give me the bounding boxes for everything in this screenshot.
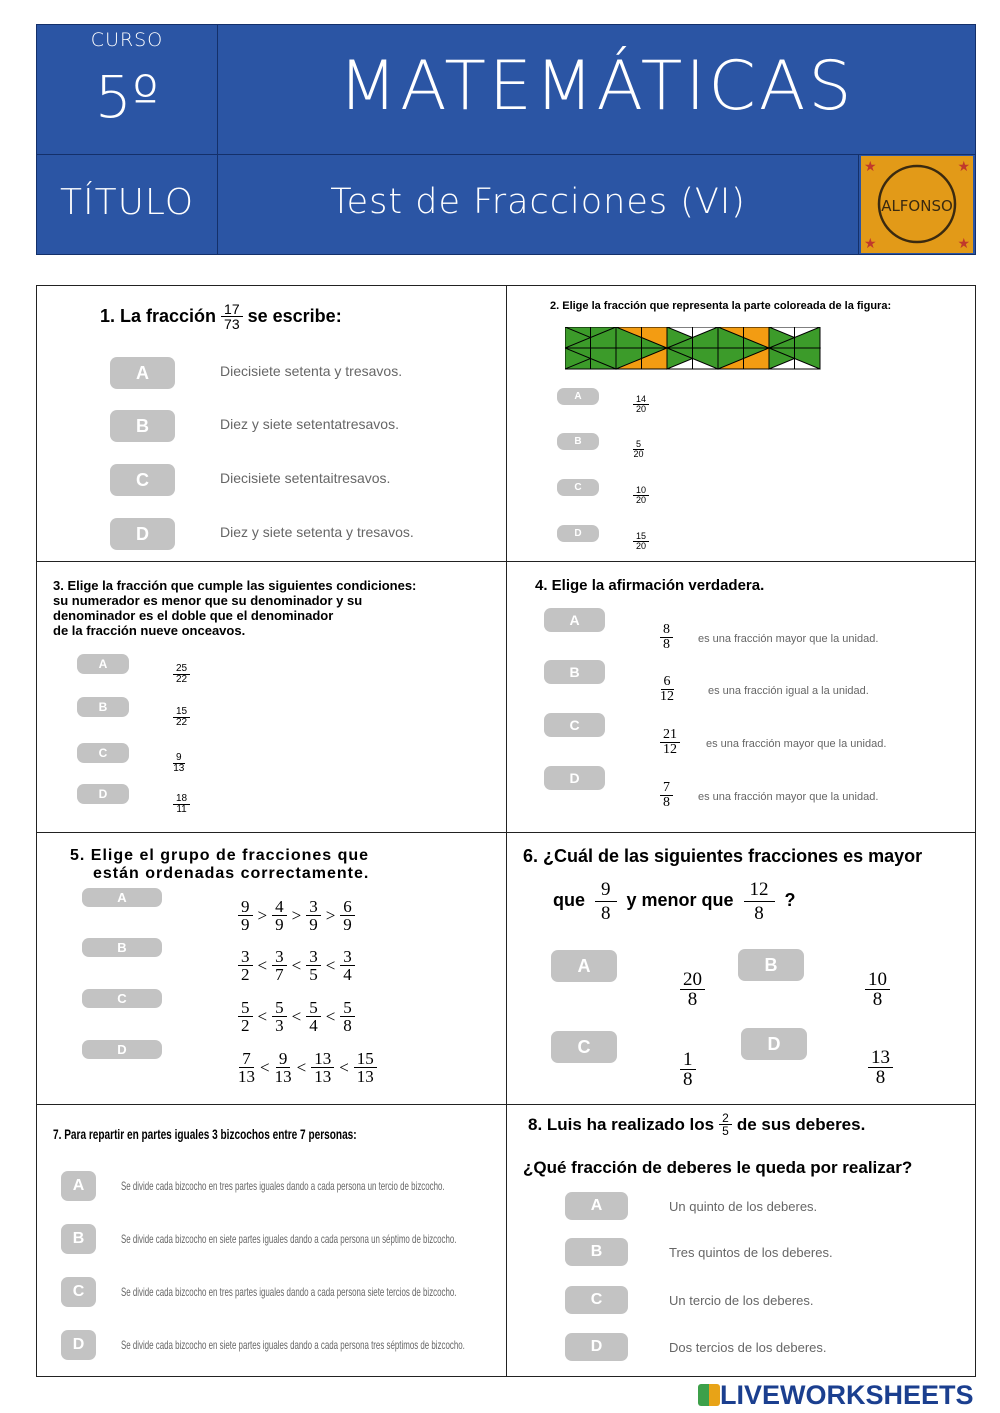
q6-option-fraction: 10 8 <box>865 970 890 1009</box>
q5-fraction: 15 13 <box>354 1050 377 1085</box>
q7-prompt: 7. Para repartir en partes iguales 3 bizcochos entre 7 personas: <box>53 1126 357 1142</box>
titulo-label: TÍTULO <box>59 182 195 223</box>
q2-option-b-button[interactable]: B <box>557 433 599 450</box>
q2-option-fraction: 10 20 <box>633 486 649 505</box>
q7-option-text: Se divide cada bizcocho en siete partes iguales dando a cada persona tres séptimos de bizcocho. <box>121 1338 465 1352</box>
q2-option-fraction: 14 20 <box>633 395 649 414</box>
q4-option-text: es una fracción mayor que la unidad. <box>698 791 879 803</box>
header-banner <box>36 24 976 255</box>
q5-operator: < <box>260 1057 270 1077</box>
alfonso-logo: ★ ★ ★ ★ ALFONSO <box>861 156 973 253</box>
q5-prompt-line2: están ordenadas correctamente. <box>93 865 370 882</box>
liveworksheets-logo-icon <box>698 1384 720 1406</box>
q2-option-d-button[interactable]: D <box>557 525 599 542</box>
q8-option-c-button[interactable]: C <box>565 1286 628 1314</box>
q3-prompt-line: denominador es el doble que el denominador <box>53 608 334 623</box>
q3-option-b-button[interactable]: B <box>77 697 129 717</box>
q5-option-d-button[interactable]: D <box>82 1040 162 1059</box>
q4-option-b-button[interactable]: B <box>544 660 605 684</box>
q8-question: ¿Qué fracción de deberes le queda por realizar? <box>523 1158 913 1177</box>
q5-fraction: 6 9 <box>340 898 355 933</box>
q4-option-text: es una fracción igual a la unidad. <box>708 685 869 697</box>
q3-prompt-line: de la fracción nueve onceavos. <box>53 623 246 638</box>
q4-option-text: es una fracción mayor que la unidad. <box>698 633 879 645</box>
q8-option-d-button[interactable]: D <box>565 1333 628 1361</box>
q5-fraction: 5 4 <box>306 999 321 1034</box>
q8-option-a-button[interactable]: A <box>565 1192 628 1220</box>
q1-prompt: 1. La fracción 17 73 se escribe: <box>100 301 342 332</box>
q7-option-a-button[interactable]: A <box>61 1171 96 1201</box>
q4-option-c-button[interactable]: C <box>544 713 605 737</box>
q5-option-fractions <box>238 948 355 983</box>
q6-option-c-button[interactable]: C <box>551 1031 617 1063</box>
q5-operator: > <box>291 905 302 925</box>
q5-fraction: 5 3 <box>272 999 287 1034</box>
q5-operator: < <box>296 1057 307 1077</box>
q5-operator: < <box>257 955 268 975</box>
q3-option-a-button[interactable]: A <box>77 654 129 674</box>
q3-option-fraction: 25 22 <box>173 664 190 685</box>
test-title: Test de Fracciones (VI) <box>330 182 746 222</box>
q6-option-b-button[interactable]: B <box>738 949 804 981</box>
q5-operator: < <box>325 1006 336 1026</box>
q3-option-fraction: 9 13 <box>173 752 185 774</box>
q5-fraction: 4 9 <box>272 898 287 933</box>
q5-fraction: 3 4 <box>340 948 355 983</box>
q5-option-fractions <box>238 898 355 933</box>
q5-operator: < <box>325 955 336 975</box>
q8-option-text: Dos tercios de los deberes. <box>669 1340 827 1355</box>
q6-option-d-button[interactable]: D <box>741 1028 807 1060</box>
q5-operator: < <box>339 1057 349 1077</box>
q8-option-text: Un tercio de los deberes. <box>669 1293 814 1308</box>
q5-fraction: 5 2 <box>238 999 253 1034</box>
q3-option-d-button[interactable]: D <box>77 784 129 804</box>
q4-option-text: es una fracción mayor que la unidad. <box>706 738 887 750</box>
q7-option-text: Se divide cada bizcocho en tres partes iguales dando a cada persona un tercio de bizcocho. <box>121 1179 445 1193</box>
q6-option-a-button[interactable]: A <box>551 950 617 982</box>
q5-operator: > <box>257 905 268 925</box>
q1-option-text: Diez y siete setenta y tresavos. <box>220 524 414 540</box>
q7-option-d-button[interactable]: D <box>61 1330 96 1360</box>
q1-option-a-button[interactable]: A <box>110 357 175 389</box>
q4-option-a-button[interactable]: A <box>544 608 605 632</box>
q6-prompt-line1: 6. ¿Cuál de las siguientes fracciones es mayor <box>523 846 923 866</box>
q5-option-fractions <box>238 999 355 1034</box>
q5-fraction: 9 13 <box>274 1049 292 1086</box>
q2-option-c-button[interactable]: C <box>557 479 599 496</box>
q2-figure <box>565 327 821 371</box>
q4-option-fraction: 7 8 <box>660 781 673 810</box>
q5-option-b-button[interactable]: B <box>82 938 162 957</box>
q5-operator: < <box>257 1006 268 1026</box>
q4-option-d-button[interactable]: D <box>544 766 605 790</box>
q2-option-fraction: 5 20 <box>633 439 644 459</box>
q8-prompt: 8. Luis ha realizado los 2 5 de sus deberes. <box>528 1111 866 1138</box>
q5-fraction: 3 7 <box>272 948 287 983</box>
q5-fraction: 5 8 <box>340 999 355 1034</box>
q4-option-fraction: 8 8 <box>660 623 673 652</box>
q5-operator: > <box>325 905 336 925</box>
q2-option-fraction: 15 20 <box>633 532 649 551</box>
logo-text: ALFONSO <box>881 197 953 215</box>
q5-fraction: 3 9 <box>306 898 321 933</box>
questions-grid <box>36 285 976 1377</box>
q8-option-text: Tres quintos de los deberes. <box>669 1245 833 1260</box>
q2-prompt: 2. Elige la fracción que representa la parte coloreada de la figura: <box>550 300 892 312</box>
q1-option-b-button[interactable]: B <box>110 410 175 442</box>
q8-option-b-button[interactable]: B <box>565 1238 628 1266</box>
q5-option-a-button[interactable]: A <box>82 888 162 907</box>
q5-fraction: 3 5 <box>306 948 321 983</box>
q3-option-c-button[interactable]: C <box>77 743 129 763</box>
q6-option-fraction: 20 8 <box>680 970 705 1009</box>
q5-prompt-line1: 5. Elige el grupo de fracciones que <box>70 847 370 864</box>
q5-option-fractions <box>238 1050 377 1085</box>
q2-option-a-button[interactable]: A <box>557 388 599 405</box>
q5-fraction: 7 13 <box>238 1049 255 1086</box>
q5-fraction: 13 13 <box>311 1050 334 1085</box>
q5-operator: < <box>291 1006 302 1026</box>
q3-option-fraction: 15 22 <box>173 707 190 728</box>
q6-option-fraction: 1 8 <box>680 1050 696 1089</box>
q5-operator: < <box>291 955 302 975</box>
q5-fraction: 3 2 <box>238 948 253 983</box>
q7-option-c-button[interactable]: C <box>61 1277 96 1307</box>
curso-label: CURSO <box>90 29 164 51</box>
q4-prompt: 4. Elige la afirmación verdadera. <box>535 577 765 594</box>
q7-option-text: Se divide cada bizcocho en siete partes iguales dando a cada persona un séptimo de bizcocho. <box>121 1232 457 1246</box>
q3-prompt-line: 3. Elige la fracción que cumple las siguientes condiciones: <box>53 578 417 593</box>
q1-option-c-button[interactable]: C <box>110 464 175 496</box>
q1-option-text: Diez y siete setentatresavos. <box>220 416 399 432</box>
q5-option-c-button[interactable]: C <box>82 989 162 1008</box>
q4-option-fraction: 21 12 <box>660 728 680 757</box>
q1-option-text: Diecisiete setentaitresavos. <box>220 470 391 486</box>
q8-option-text: Un quinto de los deberes. <box>669 1199 818 1214</box>
q6-prompt-line2: que 9 8 y menor que 12 8 ? <box>553 879 796 924</box>
q5-fraction: 9 9 <box>238 898 253 933</box>
q1-option-text: Diecisiete setenta y tresavos. <box>220 363 403 379</box>
q4-option-fraction: 6 12 <box>660 674 674 704</box>
q6-option-fraction: 13 8 <box>868 1048 893 1087</box>
subject-title: MATEMÁTICAS <box>338 47 855 126</box>
q7-option-text: Se divide cada bizcocho en tres partes iguales dando a cada persona siete tercios de bizcocho. <box>121 1285 457 1299</box>
q7-option-b-button[interactable]: B <box>61 1224 96 1254</box>
q3-prompt-line: su numerador es menor que su denominador y su <box>53 593 363 608</box>
q3-option-fraction: 18 11 <box>173 794 190 815</box>
grade-value: 5º <box>94 63 160 131</box>
liveworksheets-watermark: LIVEWORKSHEETS <box>698 1380 974 1411</box>
q1-option-d-button[interactable]: D <box>110 518 175 550</box>
